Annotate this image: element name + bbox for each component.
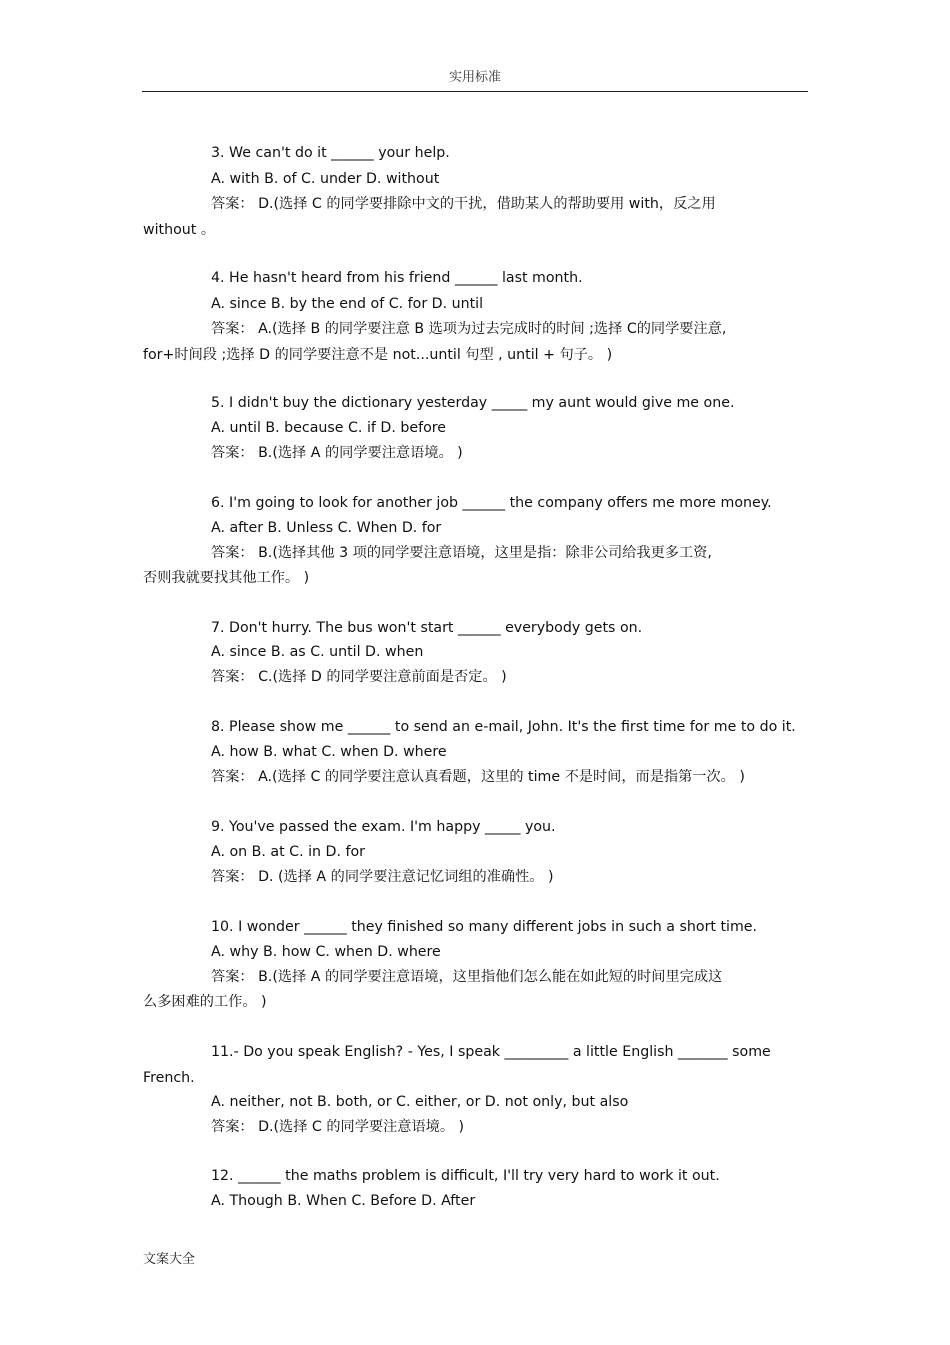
question-4-text: 4. He hasn't heard from his friend ______ last month. <box>211 270 583 286</box>
question-11-answer: 答案： D.(选择 C 的同学要注意语境。 ) <box>211 1119 465 1135</box>
question-5-text: 5. I didn't buy the dictionary yesterday _____ my aunt would give me one. <box>211 395 735 411</box>
question-4-answer-cont: for+时间段 ;选择 D 的同学要注意不是 not...until 句型 , until + 句子。 ) <box>143 347 613 363</box>
question-4-options: A. since B. by the end of C. for D. until <box>211 296 484 312</box>
question-3-options: A. with B. of C. under D. without <box>211 171 440 187</box>
page-footer: 文案大全 <box>143 1252 196 1267</box>
question-8-options: A. how B. what C. when D. where <box>211 744 447 760</box>
question-6-text: 6. I'm going to look for another job ______ the company offers me more money. <box>211 495 772 511</box>
page-header: 实用标准 <box>448 70 501 85</box>
question-11-options: A. neither, not B. both, or C. either, or D. not only, but also <box>211 1094 629 1110</box>
question-9-options: A. on B. at C. in D. for <box>211 844 365 860</box>
question-10-answer-cont: 么多困难的工作。 ) <box>143 994 267 1010</box>
question-11-text-cont: French. <box>143 1070 195 1086</box>
question-10-text: 10. I wonder ______ they finished so many different jobs in such a short time. <box>211 919 758 935</box>
question-10-options: A. why B. how C. when D. where <box>211 944 441 960</box>
question-7-answer: 答案： C.(选择 D 的同学要注意前面是否定。 ) <box>211 669 507 685</box>
question-6-answer: 答案： B.(选择其他 3 项的同学要注意语境，这里是指：除非公司给我更多工资, <box>211 545 712 561</box>
question-5-options: A. until B. because C. if D. before <box>211 420 446 436</box>
question-6-answer-cont: 否则我就要找其他工作。 ) <box>143 570 310 586</box>
question-3-text: 3. We can't do it ______ your help. <box>211 145 450 161</box>
question-7-text: 7. Don't hurry. The bus won't start ______ everybody gets on. <box>211 620 643 636</box>
question-9-text: 9. You've passed the exam. I'm happy _____ you. <box>211 819 556 835</box>
question-4-answer: 答案： A.(选择 B 的同学要注意 B 选项为过去完成时的时间 ;选择 C的同学要注意, <box>211 321 727 337</box>
question-3-answer-cont: without 。 <box>143 222 216 238</box>
question-12-options: A. Though B. When C. Before D. After <box>211 1193 476 1209</box>
question-10-answer: 答案： B.(选择 A 的同学要注意语境，这里指他们怎么能在如此短的时间里完成这 <box>211 969 723 985</box>
question-3-answer: 答案： D.(选择 C 的同学要排除中文的干扰，借助某人的帮助要用 with，反之用 <box>211 196 716 212</box>
question-5-answer: 答案： B.(选择 A 的同学要注意语境。 ) <box>211 445 463 461</box>
question-6-options: A. after B. Unless C. When D. for <box>211 520 442 536</box>
header-divider <box>142 91 808 92</box>
question-9-answer: 答案： D. (选择 A 的同学要注意记忆词组的准确性。 ) <box>211 869 554 885</box>
question-11-text: 11.- Do you speak English? - Yes, I speak _________ a little English _______ some <box>211 1044 771 1060</box>
question-12-text: 12. ______ the maths problem is difficult, I'll try very hard to work it out. <box>211 1168 720 1184</box>
question-7-options: A. since B. as C. until D. when <box>211 644 424 660</box>
question-8-text: 8. Please show me ______ to send an e-mail, John. It's the first time for me to do it. <box>211 719 796 735</box>
question-8-answer: 答案： A.(选择 C 的同学要注意认真看题，这里的 time 不是时间，而是指第一次。 ) <box>211 769 745 785</box>
